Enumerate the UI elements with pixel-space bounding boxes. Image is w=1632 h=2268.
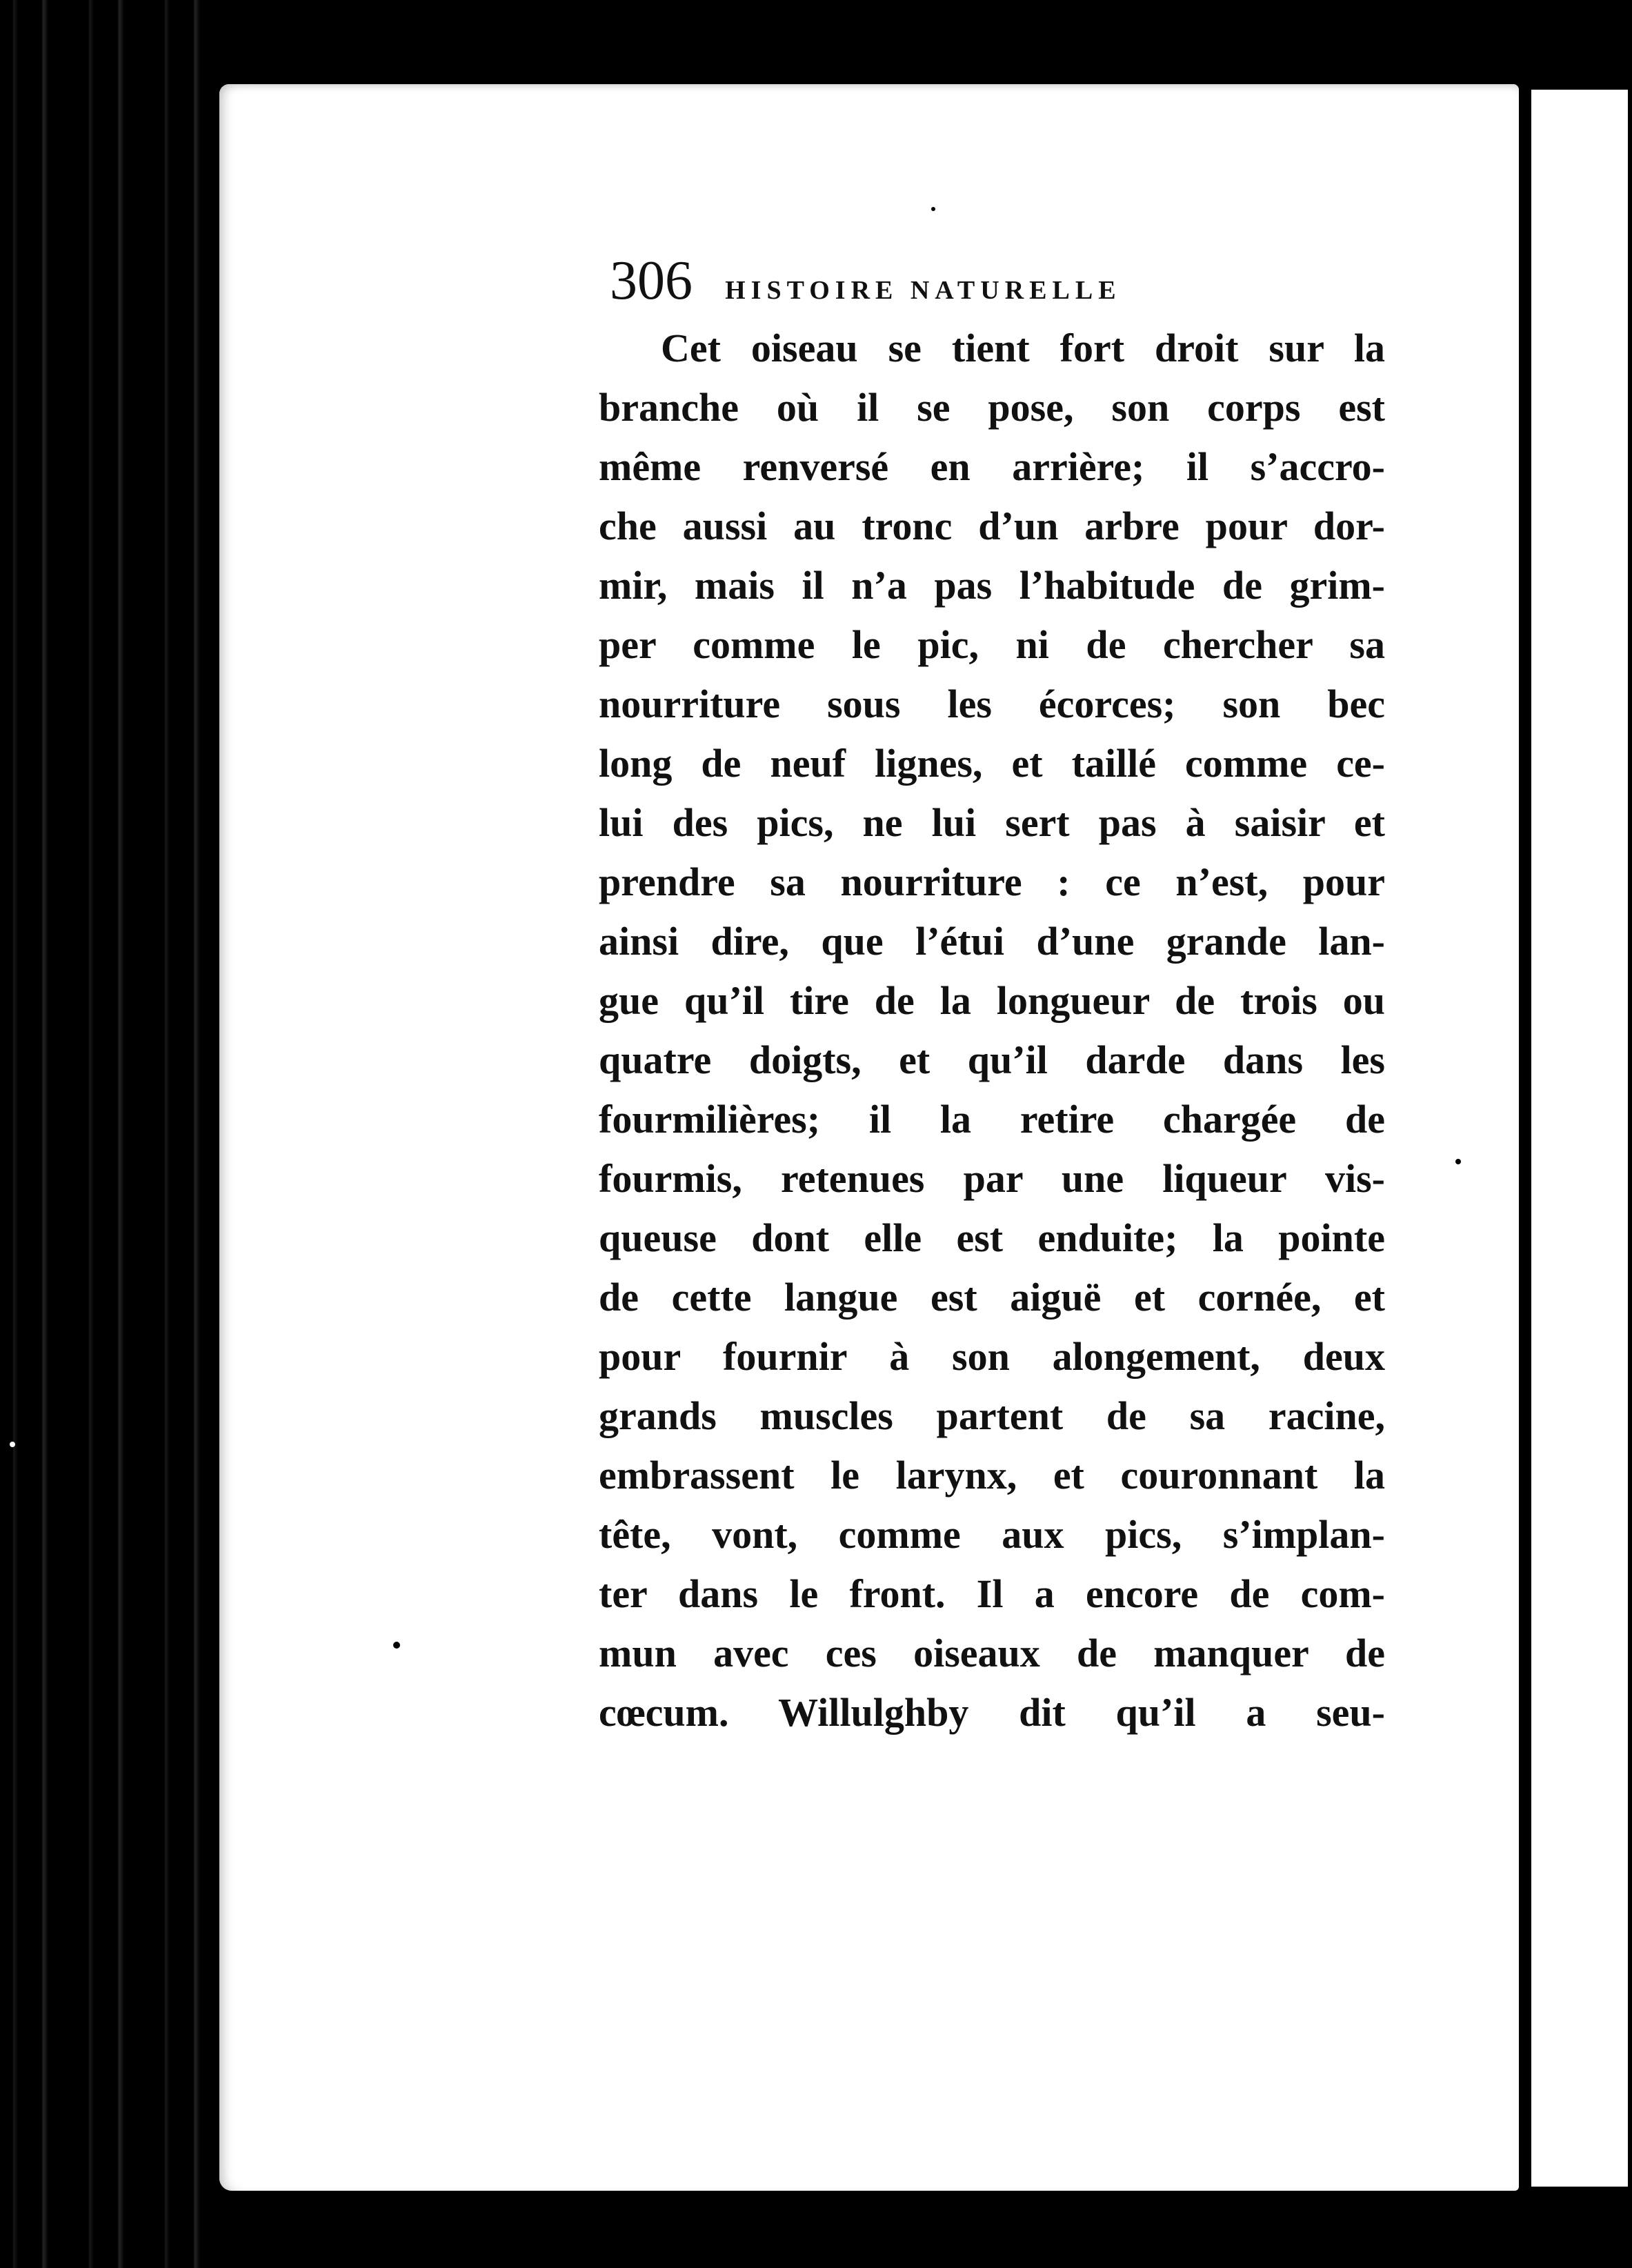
text-line: gue qu’il tire de la longueur de trois ou bbox=[599, 978, 1385, 1023]
scan-speck bbox=[931, 207, 935, 211]
text-line: mun avec ces oiseaux de manquer de bbox=[599, 1631, 1385, 1675]
text-line: prendre sa nourriture : ce n’est, pour bbox=[599, 859, 1385, 904]
text-line: tête, vont, comme aux pics, s’implan- bbox=[599, 1512, 1385, 1557]
text-line: grands muscles partent de sa racine, bbox=[599, 1393, 1385, 1438]
text-line: de cette langue est aiguë et cornée, et bbox=[599, 1275, 1385, 1320]
text-line: embrassent le larynx, et couronnant la bbox=[599, 1453, 1385, 1498]
text-line: quatre doigts, et qu’il darde dans les bbox=[599, 1037, 1385, 1082]
body-paragraph bbox=[599, 319, 1385, 1742]
book-binding-gutter bbox=[0, 0, 228, 2268]
running-header bbox=[610, 250, 1300, 319]
text-line: Cet oiseau se tient fort droit sur la bbox=[661, 326, 1385, 370]
scan-speck bbox=[1586, 255, 1592, 261]
page-number: 306 bbox=[610, 250, 693, 311]
text-line: lui des pics, ne lui sert pas à saisir et bbox=[599, 800, 1385, 845]
text-line: che aussi au tronc d’un arbre pour dor- bbox=[599, 504, 1385, 548]
text-line: ainsi dire, que l’étui d’une grande lan- bbox=[599, 919, 1385, 964]
text-line: fourmis, retenues par une liqueur vis- bbox=[599, 1156, 1385, 1201]
text-line: queuse dont elle est enduite; la pointe bbox=[599, 1215, 1385, 1260]
text-line: pour fournir à son alongement, deux bbox=[599, 1334, 1385, 1379]
text-line: branche où il se pose, son corps est bbox=[599, 385, 1385, 430]
facing-page-edge bbox=[1526, 90, 1628, 2187]
text-line: ter dans le front. Il a encore de com- bbox=[599, 1571, 1385, 1616]
scan-speck bbox=[1455, 1159, 1461, 1164]
scan-speck bbox=[1566, 1904, 1573, 1911]
scan-speck bbox=[393, 1642, 400, 1649]
text-line: long de neuf lignes, et taillé comme ce- bbox=[599, 741, 1385, 786]
text-line: per comme le pic, ni de chercher sa bbox=[599, 622, 1385, 667]
text-line: fourmilières; il la retire chargée de bbox=[599, 1097, 1385, 1142]
text-line: même renversé en arrière; il s’accro- bbox=[599, 444, 1385, 489]
scan-speck bbox=[10, 1442, 15, 1447]
text-line: cœcum. Willulghby dit qu’il a seu- bbox=[599, 1690, 1385, 1735]
text-line: mir, mais il n’a pas l’habitude de grim- bbox=[599, 563, 1385, 608]
text-line: nourriture sous les écorces; son bec bbox=[599, 682, 1385, 726]
running-title: HISTOIRE NATURELLE bbox=[725, 276, 1122, 305]
